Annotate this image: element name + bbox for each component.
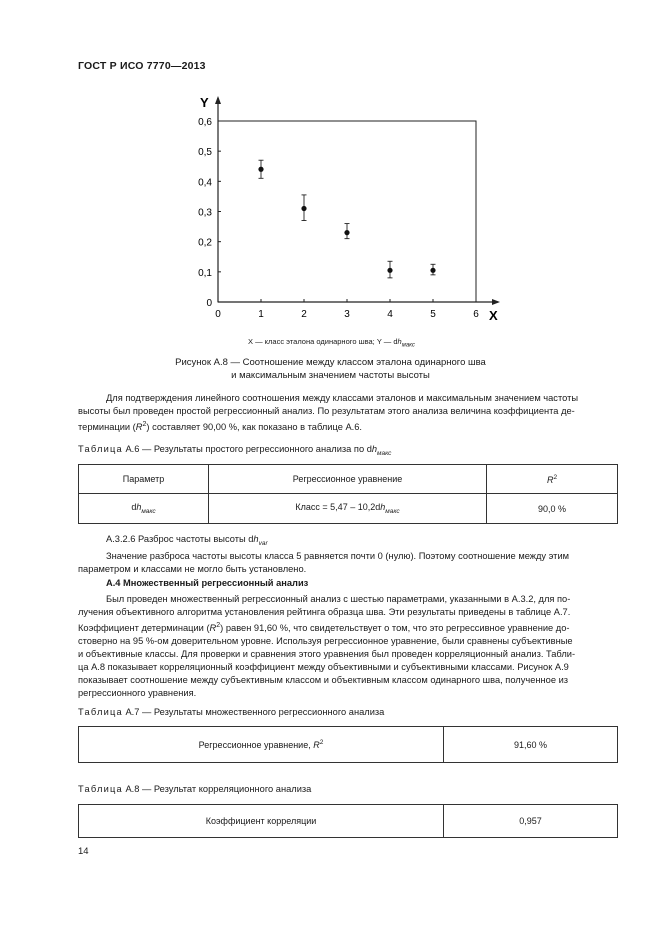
- table-header-cell: $R^2$: [487, 465, 618, 494]
- table-cell: 91,60 %: [444, 727, 618, 763]
- paragraph-regression: Для подтверждения линейного соотношения между классами эталонов и максимальным значением частоты высоты был проведен простой регрессионный анализ. По результатам этого анализа величина коэффициента де- терминации $(R^2)$ составляет 90,00 %, как показано в таблице А.6.: [78, 393, 579, 433]
- data-point: [258, 167, 263, 172]
- x-tick-label: 2: [301, 309, 307, 320]
- x-tick-label: 1: [258, 309, 264, 320]
- table-row: [79, 494, 618, 524]
- table-cell: 0,957: [444, 805, 618, 838]
- y-tick-label: 0,2: [198, 237, 212, 249]
- chart-ticks: [198, 95, 498, 323]
- paragraph-multiple-regression: Был проведен множественный регрессионный анализ с шестью параметрами, указанными в А.3.2, для по- лучения объективного алгоритма установления рейтинга образца шва. Эти результаты приведены в таблице А.7. Коэффициент детерминации $(R^2)$ равен 91,60 %, что свидетельствует о том, что это регрессивное уравнение до- стоверно на 95 %-ом доверительном уровне. Используя регрессионное уравнение, были сравнены субъективные и объективные классы. Для проверки и сравнения этого уравнения был проведен корреляционный анализ. Табли- ца А.8 показывает корреляционный коэффициент между объективными и субъективными классами. Рисунок А.9 показывает соотношение между субъективным классом и объективным классом одинарного шва, полученное из регрессионного уравнения.: [78, 594, 576, 699]
- y-axis-arrow: [215, 96, 221, 104]
- chart-frame: [215, 96, 500, 305]
- paragraph-spread: А.3.2.6 Разброс частоты высоты $dh_{var}$ Значение разброса частоты высоты класса 5 равняется почти 0 (нулю). Поэтому соотношение между этим параметром и классами не могло быть установлено.: [78, 534, 570, 574]
- table8-title: Таблица А.8 — Результат корреляционного анализа: [78, 784, 312, 794]
- plot-area-frame: [218, 121, 476, 302]
- x-tick-label: 6: [473, 309, 479, 320]
- table-cell: $dh_{макс}$: [79, 494, 209, 524]
- table-header-cell: Параметр: [79, 465, 209, 494]
- figure-caption-line1: Рисунок А.8 — Соотношение между классом эталона одинарного шва: [175, 357, 486, 368]
- table-cell: Класс = $5,47 - 10,2dh_{макс}$: [209, 494, 487, 524]
- axis-caption: X — класс эталона одинарного шва; Y — $dh_{макс}$: [248, 337, 415, 349]
- y-tick-label: 0,6: [198, 117, 212, 128]
- x-tick-label: 0: [215, 309, 221, 320]
- x-tick-label: 3: [344, 309, 350, 320]
- data-point: [344, 230, 349, 235]
- x-axis-label: X: [489, 308, 498, 323]
- table8: [78, 804, 618, 838]
- x-axis-arrow: [492, 299, 500, 305]
- table-row: [79, 805, 618, 838]
- table-cell: Коэффициент корреляции: [79, 805, 444, 838]
- table-header-cell: Регрессионное уравнение: [209, 465, 487, 494]
- figure-caption-line2: и максимальным значением частоты высоты: [231, 370, 430, 381]
- page-number: 14: [78, 846, 89, 857]
- x-tick-label: 5: [430, 309, 436, 320]
- table-row: [79, 727, 618, 763]
- table-cell: 90,0 %: [487, 494, 618, 524]
- scatter-chart: [180, 90, 510, 325]
- table6: [78, 464, 618, 524]
- y-tick-label: 0,3: [198, 207, 212, 219]
- y-axis-label: Y: [200, 95, 209, 110]
- y-tick-label: 0,5: [198, 147, 212, 159]
- y-tick-label: 0,4: [198, 177, 212, 189]
- data-point: [387, 268, 392, 273]
- table-row: [79, 465, 618, 494]
- document-header: ГОСТ Р ИСО 7770—2013: [78, 60, 206, 72]
- table7-title: Таблица А.7 — Результаты множественного регрессионного анализа: [78, 707, 385, 717]
- table7: [78, 726, 618, 763]
- y-tick-label: 0: [206, 298, 212, 309]
- table6-title: Таблица А.6 — Результаты простого регрессионного анализа по $dh_{макс}$: [78, 444, 392, 457]
- section-heading: А.4 Множественный регрессионный анализ: [106, 578, 309, 588]
- data-point: [301, 206, 306, 211]
- chart-points: [258, 160, 435, 278]
- x-tick-label: 4: [387, 309, 393, 320]
- table-cell: Регрессионное уравнение, $R^2$: [79, 727, 444, 763]
- data-point: [430, 268, 435, 273]
- y-tick-label: 0,1: [198, 267, 212, 279]
